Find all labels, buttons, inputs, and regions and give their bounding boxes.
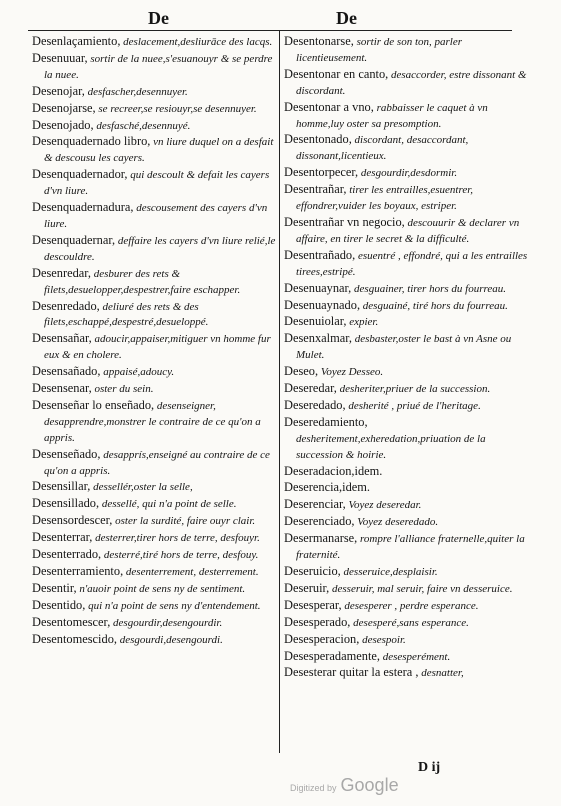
dictionary-entry [32,398,280,447]
dictionary-entry [284,34,532,67]
dictionary-entry [284,632,532,649]
dictionary-entry [32,200,280,233]
dictionary-entry [32,496,280,513]
dictionary-entry [284,298,532,315]
dictionary-entry [32,266,280,299]
dictionary-entry [32,51,280,84]
headword: Deseruir, [284,580,330,595]
definition: Voyez Desseo. [320,366,384,379]
definition: discordant, desaccordant, dissonant,licentieux. [296,134,469,163]
headword: Deseo, [284,364,319,379]
definition: desheritement,exheredation,priuation de la succession & hoirie. [296,432,486,461]
headword: Desenquadernadura, [32,200,134,215]
headword: Desensillar, [32,479,91,494]
definition: Voyez deseredado. [357,516,439,529]
definition: dessellé, qui n'a point de selle. [101,498,237,511]
definition: desesperément. [382,650,451,663]
headword: Deserenciar, [284,497,346,512]
dictionary-entry [32,581,280,598]
dictionary-entry [284,331,532,364]
definition: oster la surdité, faire ouyr clair. [115,515,256,528]
definition: expier. [349,316,379,329]
dictionary-entry [284,182,532,215]
definition: desheriter,priuer de la succession. [339,383,491,396]
dictionary-entry [32,84,280,101]
headword: Desenquadernar, [32,232,116,247]
dictionary-entry [32,598,280,615]
headword: Desenojarse, [32,100,96,115]
definition: desseruice,desplaisir. [343,566,438,578]
definition: adoucir,appaiser,mitiguer vn homme fur eux & en cholere. [44,333,271,362]
headword: Desenquadernado libro, [32,134,151,149]
headword: Desenterramiento, [32,564,124,578]
dictionary-entry [284,581,532,598]
left-column [32,34,280,649]
dictionary-entry [32,381,280,398]
headword: Desenseñado, [32,446,101,461]
dictionary-entry [284,514,532,531]
headword: Desesperacion, [284,631,360,646]
headword: Desesterar quitar la estera , [284,665,419,680]
dictionary-entry [284,132,532,165]
headword: Desentrañado, [284,247,356,262]
dictionary-entry [32,118,280,135]
definition: desguainer, tirer hors du fourreau. [354,282,506,295]
definition: desenseigner, desapprendre,monstrer le contraire de ce qu'on a appris. [44,399,261,444]
definition: desterrer,tirer hors de terre, desfouyr. [95,532,260,545]
definition: n'auoir point de sens ny de sentiment. [79,582,246,595]
headword: Desensillado, [32,496,100,511]
definition: desguainé, tiré hors du fourreau. [362,299,508,312]
definition: sortir de la nuee,s'esuanouyr & se perdre la nuee. [44,52,273,81]
definition: desgourdir,desengourdir. [113,616,223,629]
headword: Desentonar en canto, [284,66,389,81]
definition: qui descoult & defait les cayers d'vn liure. [44,169,270,198]
definition: deslacement,desliurāce des lacqs. [123,36,273,48]
dictionary-entry [284,649,532,666]
definition: se recreer,se resiouyr,se desennuyer. [98,102,257,115]
headword: Desenlaçamiento, [32,34,121,48]
header-rule [28,30,512,31]
dictionary-entry [284,598,532,615]
dictionary-entry [284,480,532,497]
definition: desherité , priué de l'heritage. [348,399,481,412]
headword: Desermanarse, [284,531,358,546]
signature-mark: D ij [418,760,441,775]
definition: appaisé,adoucy. [103,366,175,379]
running-head-right: De [336,8,357,28]
headword: Desentir, [32,580,77,595]
headword: Desesperar, [284,597,342,612]
headword: Desensenar, [32,381,92,396]
dictionary-entry [32,134,280,167]
running-head-left: De [148,8,169,28]
definition: esuentré , effondré, qui a les entrailles tirees,estripé. [296,249,528,278]
headword: Desenterrar, [32,530,93,545]
headword: Deserencia,idem. [284,480,371,495]
dictionary-entry [284,398,532,415]
dictionary-entry [32,167,280,200]
dictionary-entry [284,314,532,331]
headword: Desentomescer, [32,614,111,629]
dictionary-entry [284,564,532,581]
headword: Desentorpecer, [284,165,359,180]
dictionary-entry [32,513,280,530]
headword: Desenseñar lo enseñado, [32,397,155,412]
dictionary-entry [32,547,280,564]
headword: Desenredado, [32,298,100,313]
dictionary-entry [32,331,280,364]
definition: sortir de son ton, parler licentieusement. [296,36,463,64]
headword: Deseredamiento, [284,414,368,429]
headword: Desentonado, [284,132,352,147]
headword: Desenojar, [32,83,85,98]
headword: Desenuuar, [32,50,88,65]
definition: rompre l'alliance fraternelle,quiter la fraternité. [296,533,525,562]
dictionary-entry [284,464,532,481]
definition: tirer les entrailles,esuentrer, effondrer,vuider les boyaux, estriper. [296,184,474,213]
headword: Desenredar, [32,265,92,280]
definition: desfascher,desennuyer. [87,85,188,98]
headword: Deseruicio, [284,564,341,578]
definition: rabbaisser le caquet à vn homme,luy oster sa presomption. [296,101,488,130]
headword: Desentido, [32,597,86,612]
dictionary-entry [32,632,280,649]
definition: dessellér,oster la selle, [93,481,193,494]
definition: desesperé,sans esperance. [353,616,469,629]
watermark-brand: Google [340,775,399,795]
dictionary-entry [284,531,532,564]
definition: desespoir. [362,633,406,646]
dictionary-entry [284,615,532,632]
dictionary-entry [284,248,532,281]
headword: Desesperado, [284,614,351,629]
headword: Desenxalmar, [284,331,352,346]
dictionary-entry [284,497,532,514]
definition: desfasché,desennuyé. [96,119,191,132]
dictionary-entry [284,100,532,133]
headword: Desenuaynado, [284,297,361,312]
definition: desgourdir,desdormir. [360,167,458,180]
watermark-prefix: Digitized by [290,783,337,793]
dictionary-entry [32,564,280,581]
definition: vn liure duquel on a desfait & descousu les cayers. [44,136,274,165]
headword: Desentomescido, [32,631,117,646]
headword: Desensañar, [32,331,92,346]
definition: desgourdi,desengourdi. [119,633,223,646]
definition: desesperer , perdre esperance. [344,599,479,612]
headword: Desenterrado, [32,547,102,562]
dictionary-entry [32,530,280,547]
headword: Desentrañar, [284,182,347,197]
dictionary-entry [284,381,532,398]
dictionary-entry [284,665,532,682]
dictionary-entry [32,299,280,332]
definition: oster du sein. [94,383,154,396]
right-column [284,34,532,682]
dictionary-entry [32,233,280,266]
headword: Desensordescer, [32,513,113,528]
definition: desaccorder, estre dissonant & discordant. [296,68,527,97]
dictionary-entry [32,479,280,496]
dictionary-entry [284,281,532,298]
headword: Desesperadamente, [284,648,380,663]
definition: desnatter, [421,667,464,680]
headword: Desenuiolar, [284,314,347,329]
headword: Desenquadernador, [32,167,128,182]
definition: desterré,tiré hors de terre, desfouy. [103,549,259,562]
dictionary-entry [32,101,280,118]
headword: Desenojado, [32,117,94,132]
headword: Deseredar, [284,381,337,396]
dictionary-entry [284,364,532,381]
definition: deliuré des rets & des filets,eschappé,despestré,desueloppé. [44,300,209,329]
headword: Deserenciado, [284,514,355,529]
dictionary-entry [284,165,532,182]
headword: Desensañado, [32,364,101,379]
headword: Deseradacion,idem. [284,463,383,478]
dictionary-entry [32,364,280,381]
dictionary-entry [284,415,532,464]
headword: Desentonarse, [284,34,354,48]
definition: qui n'a point de sens ny d'entendement. [88,599,261,612]
definition: desenterrement, desterrement. [125,566,259,578]
dictionary-entry [284,67,532,100]
headword: Desenuaynar, [284,280,352,295]
definition: desapprís,enseigné au contraire de ce qu'on a appris. [44,448,270,477]
definition: deffaire les cayers d'vn liure relié,le descouldre. [44,234,276,263]
definition: Voyez deseredar. [348,499,422,512]
dictionary-entry [32,615,280,632]
definition: descouurir & declarer vn affaire, en tirer le secret & la difficulté. [296,216,520,245]
definition: descousement des cayers d'vn liure. [44,202,268,230]
headword: Desentrañar vn negocio, [284,214,405,229]
definition: desbaster,oster le bast à vn Asne ou Mulet. [296,333,512,362]
dictionary-entry [32,34,280,51]
headword: Deseredado, [284,397,346,412]
definition: desseruir, mal seruir, faire vn desseruice. [332,582,513,595]
definition: desburer des rets & filets,desuelopper,despestrer,faire eschapper. [44,267,241,296]
dictionary-entry [32,447,280,480]
headword: Desentonar a vno, [284,99,374,114]
google-watermark [290,775,399,796]
dictionary-entry [284,215,532,248]
